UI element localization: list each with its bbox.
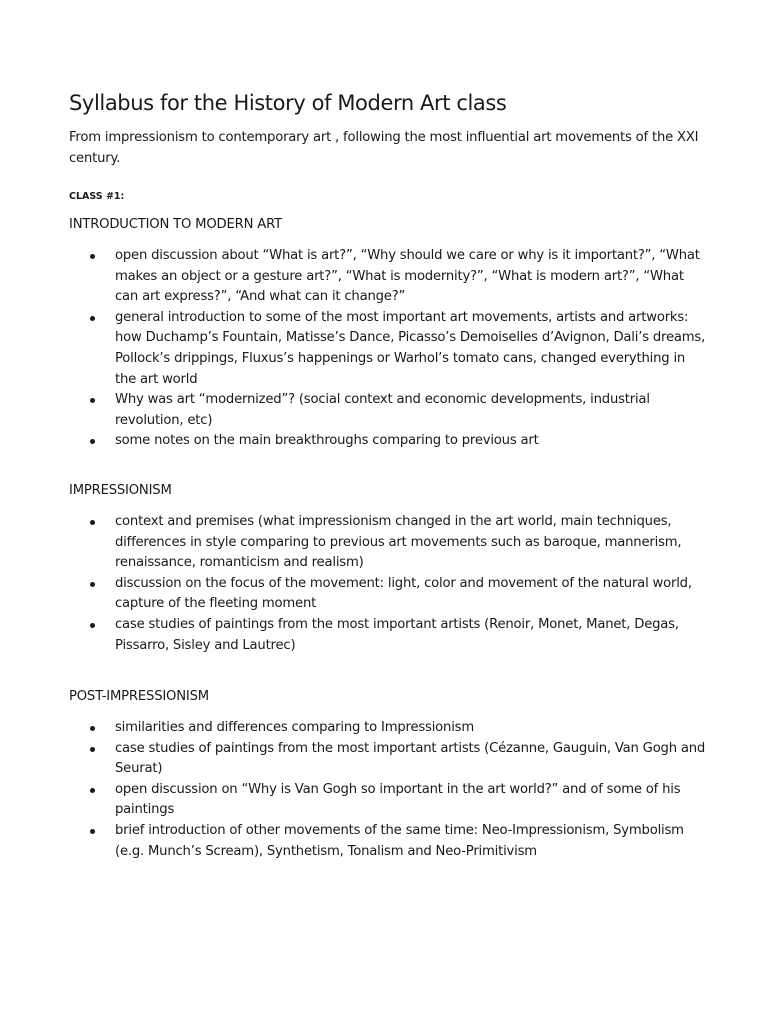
list-item-text: discussion on the focus of the movement: light, color and movement of the natural world, capture of the fleeting moment: [115, 575, 692, 612]
list-item-text: open discussion on “Why is Van Gogh so important in the art world?” and of some of his paintings: [115, 781, 681, 818]
list-item: [69, 821, 709, 862]
list-item: [69, 780, 709, 821]
section-impressionism: [69, 480, 709, 656]
section-post-impressionism: [69, 686, 709, 862]
bullet-icon: [90, 623, 95, 628]
section-heading: POST-IMPRESSIONISM: [69, 689, 209, 705]
list-item: [69, 739, 709, 780]
list-item-text: context and premises (what impressionism changed in the art world, main techniques, differences in style comparing to previous art movements such as baroque, mannerism, renaissance, romanticism and realism): [115, 513, 682, 571]
bullet-icon: [90, 520, 95, 525]
list-item-text: general introduction to some of the most important art movements, artists and artworks: how Duchamp’s Fountain, Matisse’s Dance, Picasso’s Demoiselles d’Avignon, Dali’s dreams, Pollock’s drippings, Fluxus’s happenings or Warhol’s tomato cans, changed everything in the art world: [115, 309, 706, 387]
list-item-text: some notes on the main breakthroughs comparing to previous art: [115, 433, 539, 449]
list-item-text: brief introduction of other movements of the same time: Neo-Impressionism, Symbolism (e.g. Munch’s Scream), Synthetism, Tonalism and Neo-Primitivism: [115, 823, 684, 859]
bullet-list: [69, 246, 709, 452]
section-heading: IMPRESSIONISM: [69, 482, 172, 498]
bullet-icon: [90, 747, 95, 752]
bullet-list: [69, 718, 709, 862]
document-title: Syllabus for the History of Modern Art class: [69, 91, 507, 115]
list-item-text: case studies of paintings from the most important artists (Renoir, Monet, Manet, Degas, Pissarro, Sisley and Lautrec): [115, 616, 679, 653]
list-item: [69, 246, 709, 308]
bullet-icon: [90, 254, 95, 259]
list-item-text: Why was art “modernized”? (social context and economic developments, industrial revolution, etc): [115, 392, 650, 428]
list-item-text: similarities and differences comparing to Impressionism: [115, 720, 474, 736]
bullet-icon: [90, 726, 95, 731]
list-item-text: open discussion about “What is art?”, “Why should we care or why is it important?”, “What makes an object or a gesture art?”, “What is modernity?”, “What is modern art?”, “What can art express?”, “And what can it change?”: [115, 248, 700, 305]
section-introduction-to-modern-art: [69, 214, 709, 452]
bullet-icon: [90, 439, 95, 444]
bullet-icon: [90, 829, 95, 834]
bullet-list: [69, 512, 709, 656]
list-item: [69, 308, 709, 390]
list-item: [69, 574, 709, 615]
list-item: [69, 431, 709, 452]
document-page: [69, 86, 709, 862]
list-item: [69, 390, 709, 431]
intro-paragraph: From impressionism to contemporary art , following the most influential art movements of the XXI century.: [69, 130, 699, 166]
list-item: [69, 615, 709, 656]
class-label: CLASS #1:: [69, 191, 125, 202]
bullet-icon: [90, 582, 95, 587]
list-item: [69, 718, 709, 739]
list-item: [69, 512, 709, 574]
list-item-text: case studies of paintings from the most important artists (Cézanne, Gauguin, Van Gogh and Seurat): [115, 740, 706, 777]
bullet-icon: [90, 788, 95, 793]
bullet-icon: [90, 398, 95, 403]
section-heading: INTRODUCTION TO MODERN ART: [69, 217, 282, 232]
bullet-icon: [90, 316, 95, 321]
